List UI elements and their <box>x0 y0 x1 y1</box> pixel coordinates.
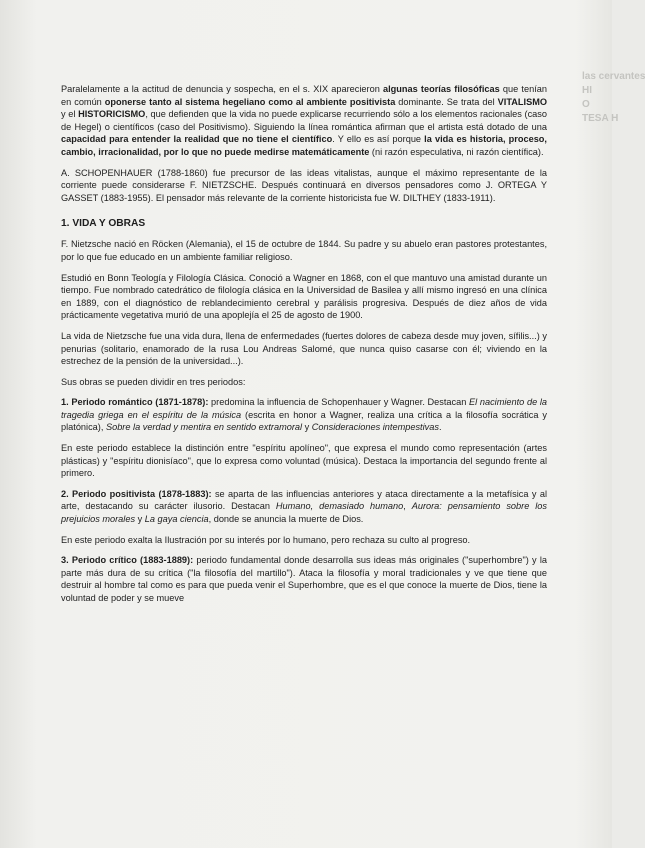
period-romantic-note: En este periodo establece la distinción entre "espíritu apolíneo", que expresa el mundo como representación (artes plásticas) y "espíritu dionisíaco", que lo expresa como voluntad (música). Destaca la importancia del segundo frente al primero. <box>61 443 547 479</box>
period-positivist: 2. Periodo positivista (1878-1883): se aparta de las influencias anteriores y ataca directamente a la metafísica y al arte, destacando su carácter ilusorio. Destacan Humano, demasiado humano, Aurora: pensamiento sobre los prejuicios morales y La gaya ciencia, donde se anuncia la muerte de Dios. <box>61 488 548 525</box>
period-romantic: 1. Periodo romántico (1871-1878): predomina la influencia de Schopenhauer y Wagner. Destacan El nacimiento de la tragedia griega en el espíritu de la música (escrita en honor a Wagner, realiza una crítica a la filosofía socrática y platónica), Sobre la verdad y mentira en sentido extramoral y Consideraciones intempestivas. <box>61 397 547 433</box>
bio-paragraph-1: F. Nietzsche nació en Röcken (Alemania), el 15 de octubre de 1844. Su padre y su abuelo eran pastores protestantes, por lo que fue educado en un ambiente familiar religioso. <box>61 239 547 262</box>
intro-paragraph-1: Paralelamente a la actitud de denuncia y sospecha, en el s. XIX aparecieron algunas teorías filosóficas que tenían en común oponerse tanto al sistema hegeliano como al ambiente positivista dominante. Se trata del VITALISMO y el HISTORICISMO, que defienden que la vida no puede explicarse recurriendo sólo a los elementos racionales (caso de Hegel) o científicos (caso del Positivismo). Siguiendo la línea romántica afirman que el artista está dotado de una capacidad para entender la realidad que no tiene el científico. Y ello es así porque la vida es historia, proceso, cambio, irracionalidad, por lo que no puede medirse matemáticamente (ni razón especulativa, ni razón científica). <box>61 84 547 157</box>
document-body <box>61 83 547 613</box>
intro-paragraph-2: A. SCHOPENHAUER (1788-1860) fue precursor de las ideas vitalistas, aunque el máximo representante de la corriente puede considerarse F. NIETZSCHE. Después continuará en diversos pensadores como J. ORTEGA Y GASSET (1883-1955). El pensador más relevante de la corriente historicista fue W. DILTHEY (1833-1911). <box>61 167 547 203</box>
bio-paragraph-2: Estudió en Bonn Teología y Filología Clásica. Conoció a Wagner en 1868, con el que mantuvo una amistad durante un tiempo. Fue nombrado catedrático de filología clásica en la Universidad de Basilea y allí mismo ingresó en una clínica en 1889, con el diagnóstico de reblandecimiento cerebral y parálisis progresiva. Después de diez años de vida prácticamente vegetativa murió de una apoplejía el 25 de agosto de 1900. <box>61 272 547 321</box>
bio-paragraph-3: La vida de Nietzsche fue una vida dura, llena de enfermedades (fuertes dolores de cabeza desde muy joven, sífilis...) y penurias (solitario, enamorado de la rusa Lou Andreas Salomé, que nunca quiso casarse con él; viviendo en la estrechez de la pensión de la universidad...). <box>61 330 547 367</box>
section-heading: 1. VIDA Y OBRAS <box>61 218 146 230</box>
period-critical: 3. Periodo crítico (1883-1889): periodo fundamental donde desarrolla sus ideas más originales ("superhombre") y la parte más dura de su crítica ("la filosofía del martillo"). Ataca la filosofía y moral tradicionales y ve que tiene que destruir al hombre tal como es para que pueda venir el Superhombre, que es el que conoce la muerte de Dios, tiene la voluntad de poder y se mueve <box>61 555 547 603</box>
period-positivist-note: En este periodo exalta la Ilustración por su interés por lo humano, pero rechaza su culto al progreso. <box>61 534 471 545</box>
periods-intro: Sus obras se pueden dividir en tres periodos: <box>61 376 246 387</box>
bleed-through-text: las cervantes HI O TESA H <box>582 71 645 124</box>
